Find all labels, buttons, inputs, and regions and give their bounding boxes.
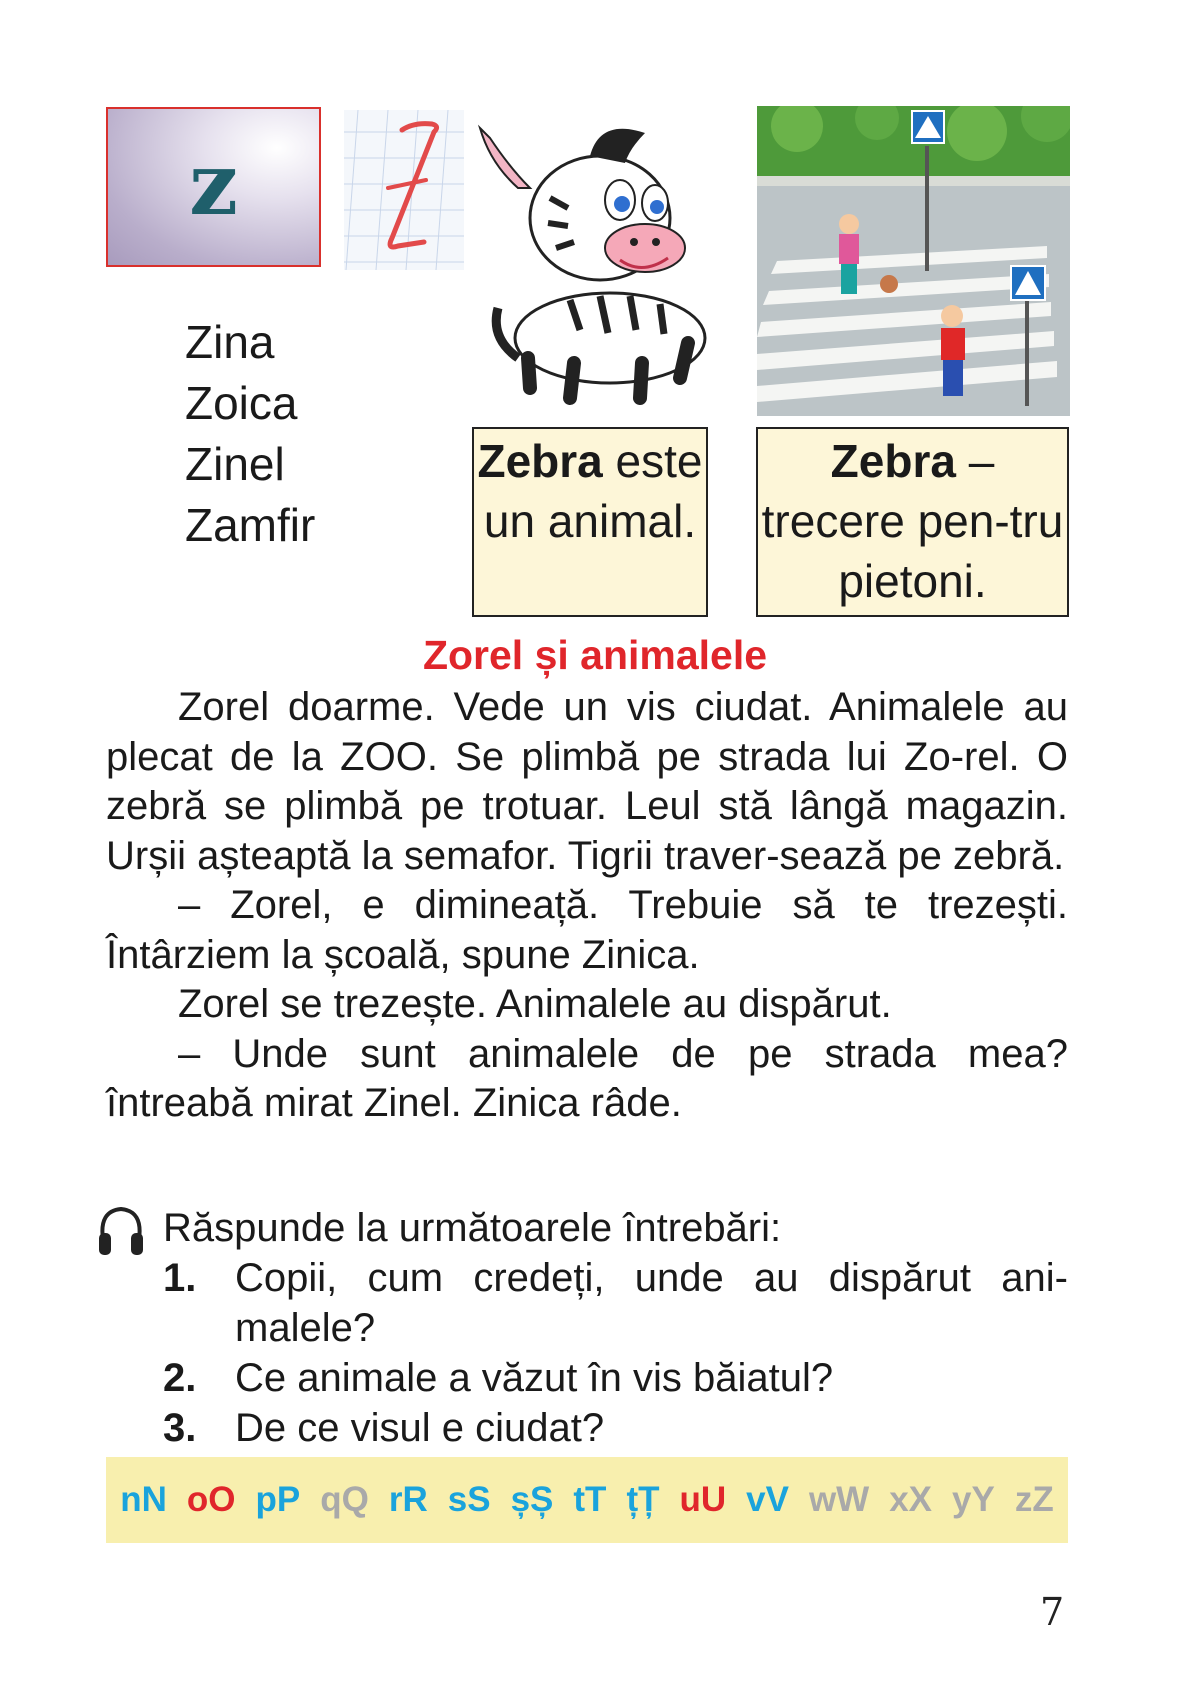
caption-zebra-animal xyxy=(472,427,708,617)
alphabet-pair: xX xyxy=(889,1480,933,1519)
alphabet-pair: pP xyxy=(255,1480,301,1519)
question-number: 1. xyxy=(163,1256,197,1300)
story-text xyxy=(106,683,1068,1129)
alphabet-pair: uU xyxy=(679,1480,727,1519)
alphabet-pair: qQ xyxy=(320,1480,369,1519)
names-list xyxy=(185,312,315,556)
story-paragraph: Zorel doarme. Vede un vis ciudat. Animalele au plecat de la ZOO. Se plimbă pe strada lui Zo-rel. O zebră se plimbă pe trotuar. Leul stă lângă magazin. Urșii așteaptă la semafor. Tigrii traver-sează pe zebră. xyxy=(106,685,1068,878)
caption-zebra-crossing xyxy=(756,427,1069,617)
question-number: 2. xyxy=(163,1356,197,1400)
question-item xyxy=(163,1253,1068,1353)
script-z-illustration xyxy=(344,110,464,270)
caption-text: – trecere pen-tru pietoni. xyxy=(761,435,1064,607)
name-item: Zinel xyxy=(185,438,285,490)
question-number: 3. xyxy=(163,1406,197,1450)
alphabet-pair: zZ xyxy=(1014,1480,1054,1519)
alphabet-pair: sS xyxy=(447,1480,491,1519)
question-item xyxy=(163,1403,1068,1453)
name-item: Zoica xyxy=(185,377,298,429)
caption-bold: Zebra xyxy=(477,435,603,487)
exercise-intro: Răspunde la următoarele întrebări: xyxy=(163,1206,782,1250)
alphabet-pair: țȚ xyxy=(626,1480,660,1519)
zebra-illustration xyxy=(470,108,710,413)
story-paragraph: Zorel se trezește. Animalele au dispărut. xyxy=(178,982,892,1026)
story-title: Zorel și animalele xyxy=(422,632,768,678)
name-item: Zamfir xyxy=(185,499,316,551)
story-paragraph: – Unde sunt animalele de pe strada mea? întreabă mirat Zinel. Zinica râde. xyxy=(106,1031,1068,1125)
pedestrian-crossing-illustration xyxy=(757,106,1070,416)
question-text: Ce animale a văzut în vis băiatul? xyxy=(235,1356,834,1400)
page-number: 7 xyxy=(1040,1590,1065,1634)
alphabet-pair: wW xyxy=(808,1480,870,1519)
story-paragraph: – Zorel, e dimineață. Trebuie să te trezești. Întârziem la școală, spune Zinica. xyxy=(106,883,1068,977)
alphabet-pair: nN xyxy=(120,1480,167,1519)
caption-bold: Zebra xyxy=(830,435,956,487)
alphabet-pair: tT xyxy=(573,1480,607,1519)
question-text: Copii, cum credeți, unde au dispărut ani-malele? xyxy=(235,1256,1068,1350)
headphones-icon xyxy=(96,1203,146,1259)
alphabet-pair: yY xyxy=(952,1480,995,1519)
question-item xyxy=(163,1353,1068,1403)
alphabet-pair: vV xyxy=(746,1480,789,1519)
letter-card-text: z xyxy=(189,133,238,235)
name-item: Zina xyxy=(185,316,275,368)
letter-card xyxy=(106,107,321,267)
caption-text: este un animal. xyxy=(483,435,703,547)
alphabet-pair: rR xyxy=(388,1480,428,1519)
alphabet-pair: șȘ xyxy=(510,1480,554,1519)
question-text: De ce visul e ciudat? xyxy=(235,1406,605,1450)
question-list xyxy=(163,1253,1068,1453)
alphabet-pair: oO xyxy=(186,1480,236,1519)
alphabet-strip xyxy=(106,1457,1068,1543)
